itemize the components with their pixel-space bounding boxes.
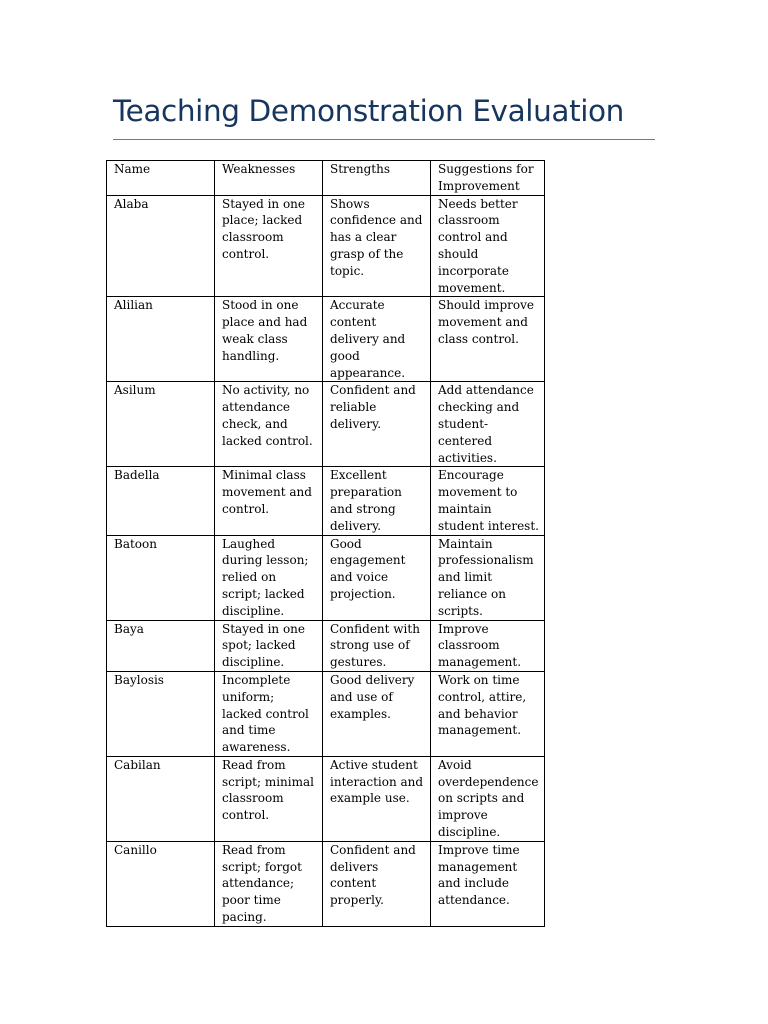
weaknesses-cell: Stayed in one spot; lacked discipline.: [215, 620, 323, 671]
header-weaknesses: Weaknesses: [215, 161, 323, 196]
table-row: [107, 535, 545, 620]
strengths-cell: Confident and delivers content properly.: [323, 841, 431, 926]
strengths-cell: Confident and reliable delivery.: [323, 382, 431, 467]
suggestions-cell: Maintain professionalism and limit reliance on scripts.: [431, 535, 545, 620]
header-name: Name: [107, 161, 215, 196]
weaknesses-cell: Stayed in one place; lacked classroom control.: [215, 195, 323, 297]
weaknesses-cell: Minimal class movement and control.: [215, 467, 323, 535]
suggestions-cell: Should improve movement and class control.: [431, 297, 545, 382]
table-row: [107, 756, 545, 841]
table-row: [107, 620, 545, 671]
name-cell: Cabilan: [107, 756, 215, 841]
document-title: Teaching Demonstration Evaluation: [113, 94, 624, 128]
strengths-cell: Active student interaction and example use.: [323, 756, 431, 841]
name-cell: Baya: [107, 620, 215, 671]
strengths-cell: Shows confidence and has a clear grasp of the topic.: [323, 195, 431, 297]
name-cell: Canillo: [107, 841, 215, 926]
suggestions-cell: Encourage movement to maintain student interest.: [431, 467, 545, 535]
name-cell: Baylosis: [107, 671, 215, 756]
weaknesses-cell: Read from script; minimal classroom control.: [215, 756, 323, 841]
title-underline: [113, 139, 655, 140]
strengths-cell: Excellent preparation and strong delivery.: [323, 467, 431, 535]
table-row: [107, 671, 545, 756]
weaknesses-cell: Read from script; forgot attendance; poor time pacing.: [215, 841, 323, 926]
weaknesses-cell: Laughed during lesson; relied on script; lacked discipline.: [215, 535, 323, 620]
name-cell: Alaba: [107, 195, 215, 297]
weaknesses-cell: No activity, no attendance check, and lacked control.: [215, 382, 323, 467]
table-header-row: [107, 161, 545, 196]
header-strengths: Strengths: [323, 161, 431, 196]
suggestions-cell: Improve classroom management.: [431, 620, 545, 671]
strengths-cell: Good engagement and voice projection.: [323, 535, 431, 620]
name-cell: Badella: [107, 467, 215, 535]
evaluation-table: [106, 160, 545, 927]
table-row: [107, 195, 545, 297]
name-cell: Batoon: [107, 535, 215, 620]
suggestions-cell: Avoid overdependence on scripts and improve discipline.: [431, 756, 545, 841]
strengths-cell: Confident with strong use of gestures.: [323, 620, 431, 671]
table-row: [107, 841, 545, 926]
header-suggestions: Suggestions for Improvement: [431, 161, 545, 196]
suggestions-cell: Add attendance checking and student-centered activities.: [431, 382, 545, 467]
suggestions-cell: Improve time management and include attendance.: [431, 841, 545, 926]
table-row: [107, 297, 545, 382]
name-cell: Asilum: [107, 382, 215, 467]
name-cell: Alilian: [107, 297, 215, 382]
suggestions-cell: Needs better classroom control and should incorporate movement.: [431, 195, 545, 297]
suggestions-cell: Work on time control, attire, and behavior management.: [431, 671, 545, 756]
strengths-cell: Good delivery and use of examples.: [323, 671, 431, 756]
strengths-cell: Accurate content delivery and good appearance.: [323, 297, 431, 382]
weaknesses-cell: Stood in one place and had weak class handling.: [215, 297, 323, 382]
weaknesses-cell: Incomplete uniform; lacked control and time awareness.: [215, 671, 323, 756]
table-row: [107, 467, 545, 535]
table-row: [107, 382, 545, 467]
